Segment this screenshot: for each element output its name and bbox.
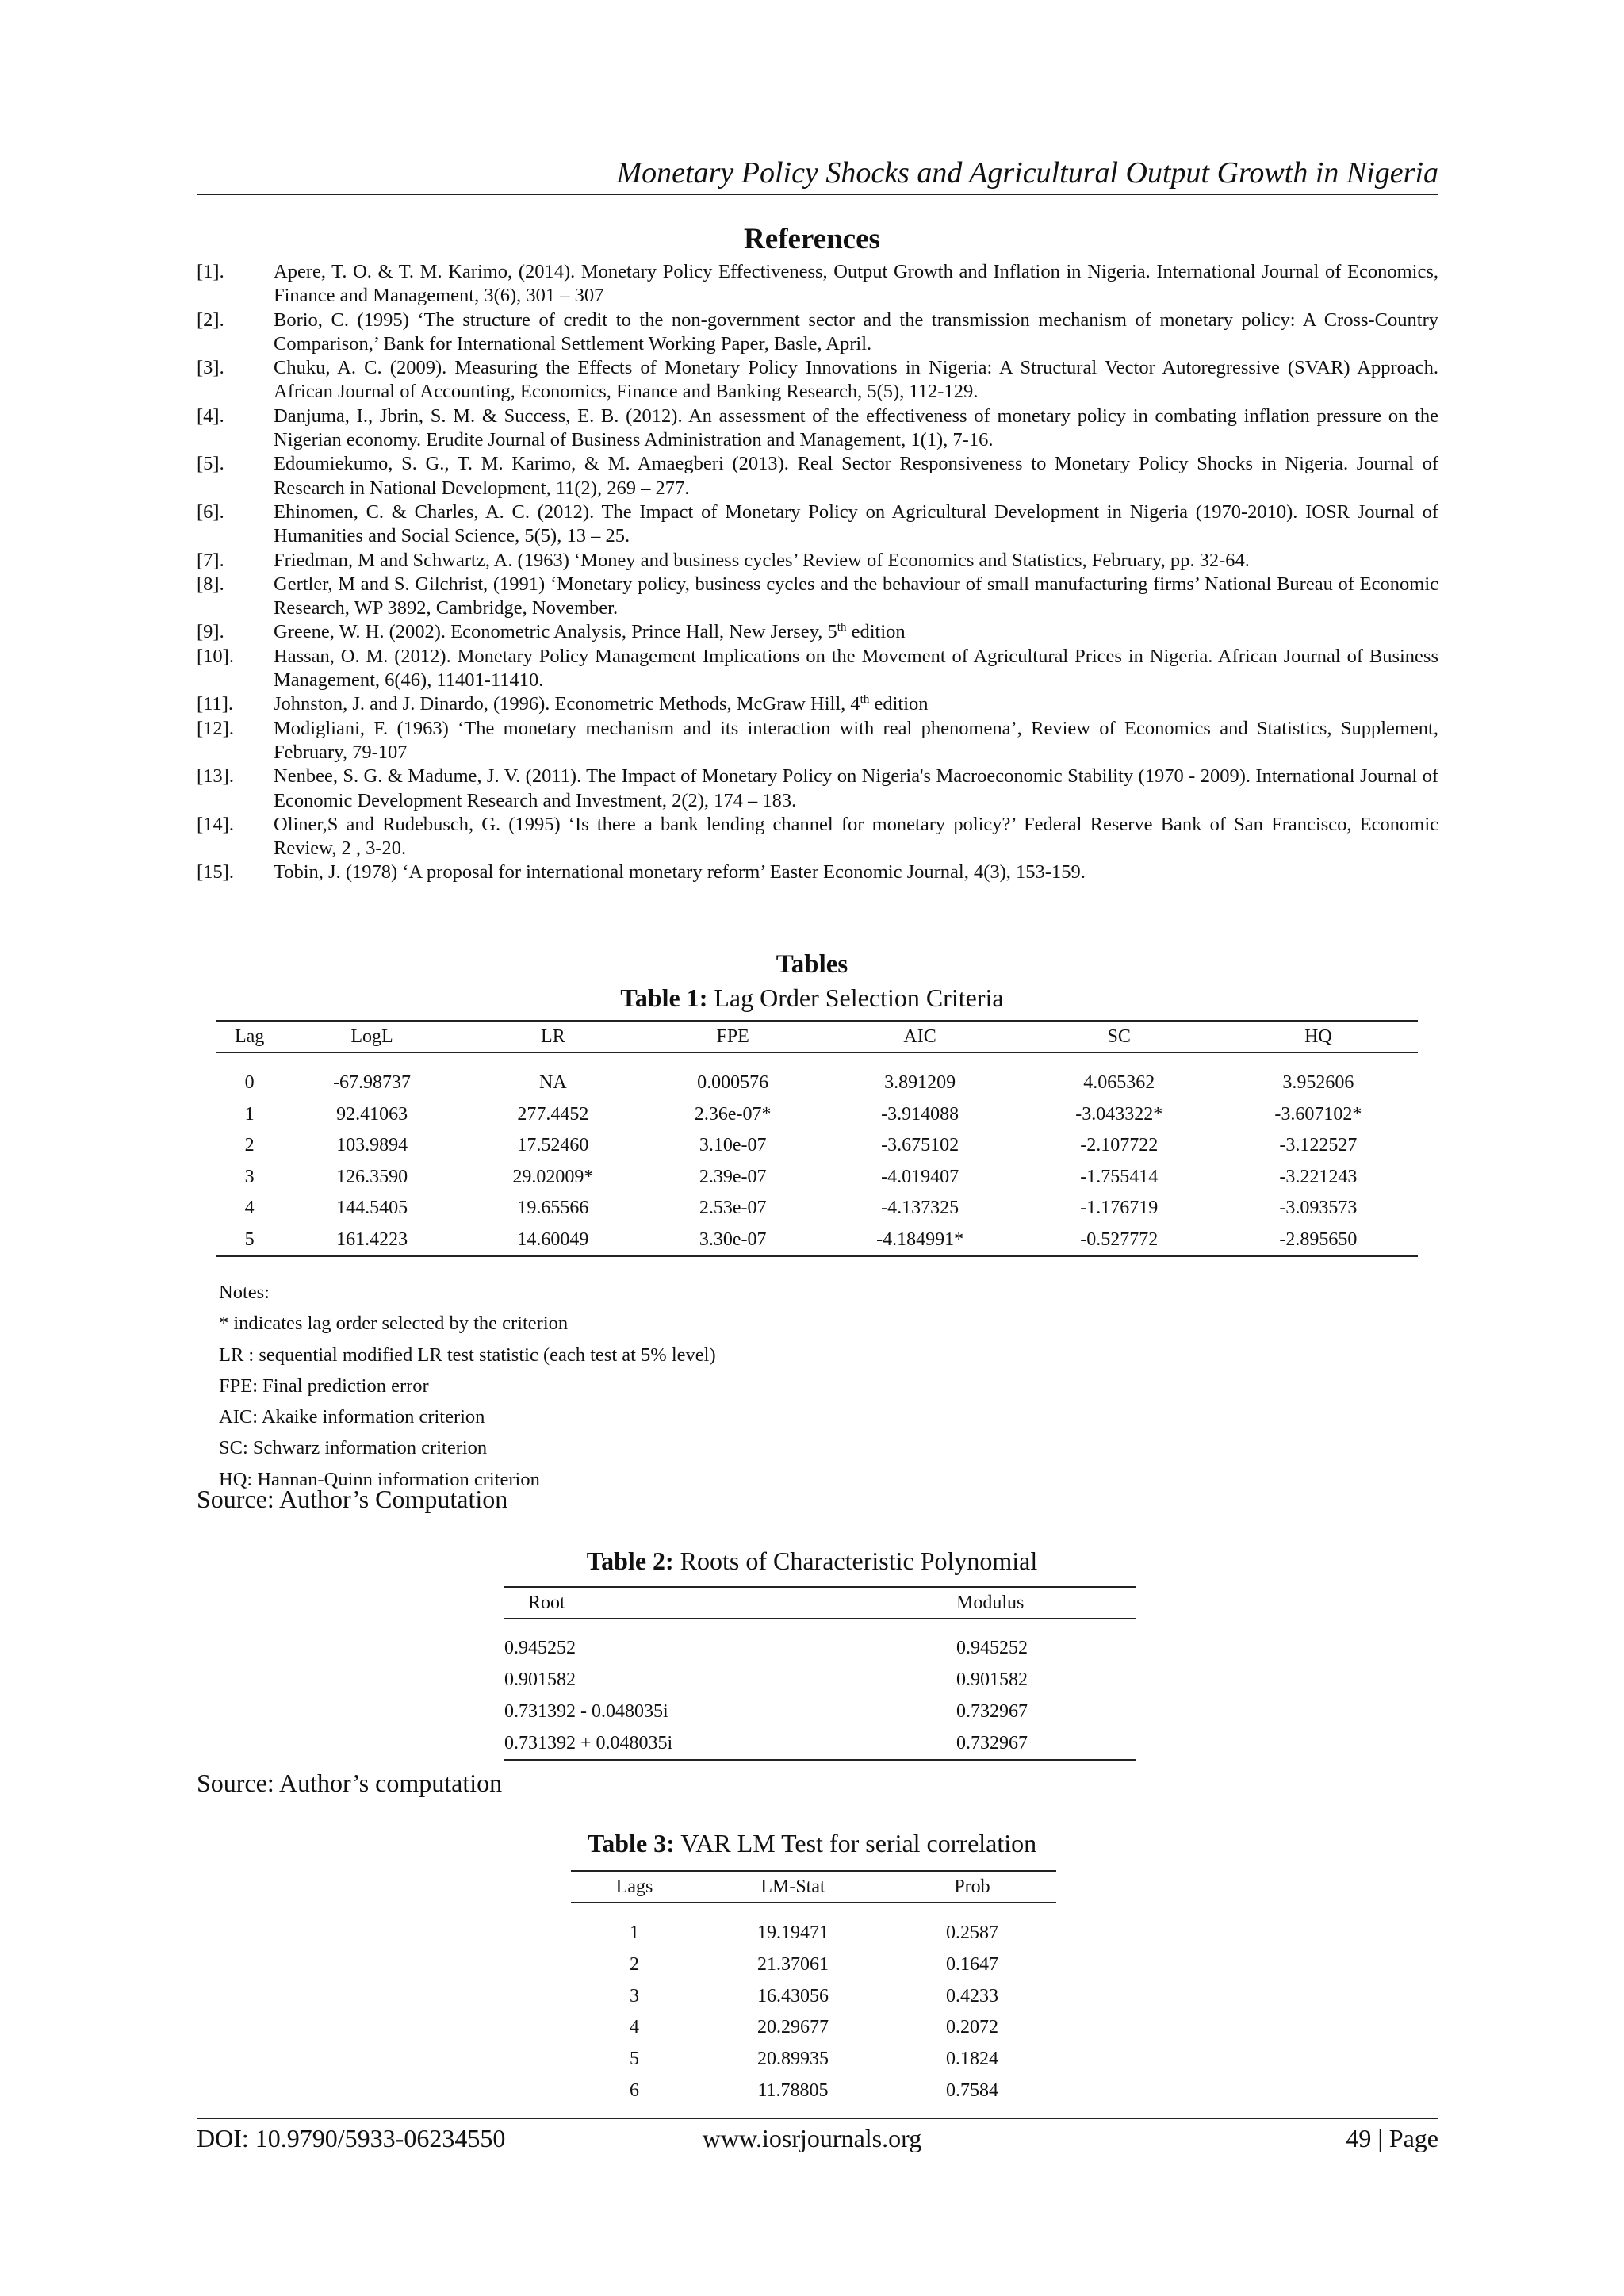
reference-body: Hassan, O. M. (2012). Monetary Policy Management Implications on the Movement of Agricultural Prices in Nigeria. African Journal of Business Management, 6(46), 11401-11410. [274, 645, 1438, 692]
reference-body: Borio, C. (1995) ‘The structure of credit to the non-government sector and the transmission mechanism of monetary policy: A Cross-Country Comparison,’ Bank for International Settlement Working Paper, Basle, April. [274, 309, 1438, 355]
references-heading: References [744, 223, 880, 255]
table-cell: 144.5405 [336, 1198, 408, 1219]
table-cell: 20.89935 [757, 2049, 829, 2070]
reference-body: Chuku, A. C. (2009). Measuring the Effects of Monetary Policy Innovations in Nigeria: A Structural Vector Autoregressive (SVAR) Approach. African Journal of Accounting, Economics, Finance and Banking Research, 5(5), 112-129. [274, 357, 1438, 403]
column-header: AIC [821, 1021, 1020, 1052]
reference-item [197, 813, 1438, 861]
table1-source: Source: Author’s Computation [197, 1485, 508, 1513]
table-cell: -4.184991* [821, 1225, 1020, 1257]
table-cell: 5 [216, 1225, 283, 1257]
reference-item [197, 404, 1438, 453]
table-cell: 3.10e-07 [699, 1135, 767, 1156]
table-cell: 2 [244, 1135, 255, 1156]
table-cell: 0.1824 [946, 2049, 998, 2070]
reference-number: [3]. [197, 357, 224, 379]
table-cell: 3.952606 [1282, 1072, 1354, 1094]
table-cell: -1.176719 [1080, 1198, 1159, 1219]
reference-body: Ehinomen, C. & Charles, A. C. (2012). The Impact of Monetary Policy on Agricultural Development in Nigeria (1970-2010). IOSR Journal of Humanities and Social Science, 5(5), 13 – 25. [274, 500, 1438, 547]
table-row [216, 1193, 1418, 1225]
reference-item [197, 861, 1438, 884]
table1-caption [0, 983, 1624, 1013]
table-cell: 5 [630, 2049, 639, 2070]
reference-item [197, 692, 1438, 716]
table-cell: 17.52460 [517, 1135, 589, 1156]
header-rule [197, 194, 1438, 195]
reference-text [274, 309, 1438, 357]
table-cell: -2.107722 [1080, 1135, 1159, 1156]
reference-text [274, 692, 1438, 716]
reference-item [197, 717, 1438, 765]
table-cell: 0.901582 [504, 1669, 576, 1690]
column-header: HQ [1219, 1021, 1418, 1052]
table-cell: 3 [630, 1985, 639, 2007]
column-header: Modulus [956, 1587, 1136, 1619]
table-cell: -4.137325 [881, 1198, 959, 1219]
reference-number: [13]. [197, 765, 234, 788]
table-cell: 1 [630, 1922, 639, 1944]
table-cell: -3.043322* [1075, 1103, 1163, 1125]
table-cell: 0.732967 [956, 1700, 1028, 1722]
table1-label: Table 1: [620, 983, 708, 1012]
column-header: LogL [283, 1021, 461, 1052]
table-cell: -2.895650 [1219, 1225, 1418, 1257]
lm-test-table [571, 1870, 1056, 2106]
reference-body: Gertler, M and S. Gilchrist, (1991) ‘Monetary policy, business cycles and the behaviour of small manufacturing firms’ National Bureau of Economic Research, WP 3892, Cambridge, November. [274, 573, 1438, 619]
reference-number: [12]. [197, 717, 234, 739]
table-row [216, 1052, 1418, 1099]
table3-label: Table 3: [587, 1829, 675, 1857]
table-cell: 0.1647 [946, 1954, 998, 1976]
table-cell: -3.093573 [1279, 1198, 1358, 1219]
lag-order-table [216, 1020, 1418, 1257]
reference-text [274, 452, 1438, 500]
table-cell: 0.000576 [697, 1072, 769, 1094]
reference-item [197, 765, 1438, 813]
reference-item [197, 549, 1438, 573]
table-cell: 0.7584 [946, 2079, 998, 2101]
reference-number: [4]. [197, 404, 224, 427]
reference-body: Johnston, J. and J. Dinardo, (1996). Econometric Methods, McGraw Hill, 4 [274, 693, 860, 715]
table-cell: 4.065362 [1083, 1072, 1155, 1094]
reference-text [274, 549, 1438, 573]
table-row [504, 1727, 1136, 1760]
reference-text [274, 260, 1438, 309]
reference-body: Friedman, M and Schwartz, A. (1963) ‘Money and business cycles’ Review of Economics and Statistics, February, pp. 32-64. [274, 549, 1250, 571]
table-row [571, 2075, 1056, 2106]
reference-number: [5]. [197, 453, 224, 475]
note-line: AIC: Akaike information criterion [219, 1406, 485, 1428]
table-row [216, 1099, 1418, 1131]
table2-title: Roots of Characteristic Polynomial [673, 1547, 1038, 1575]
reference-item [197, 356, 1438, 404]
footer-rule [197, 2118, 1438, 2119]
table1-notes [219, 1277, 716, 1495]
reference-item [197, 500, 1438, 549]
note-line: HQ: Hannan-Quinn information criterion [219, 1468, 540, 1490]
reference-text [274, 717, 1438, 765]
reference-text [274, 645, 1438, 693]
reference-tail: edition [846, 621, 906, 643]
table-cell: 14.60049 [461, 1225, 645, 1257]
footer-page: 49 | Page [1346, 2124, 1438, 2152]
reference-number: [14]. [197, 813, 234, 835]
table-cell: NA [539, 1072, 567, 1094]
reference-number: [15]. [197, 861, 234, 884]
table-cell: 0.901582 [956, 1669, 1028, 1690]
table-row [216, 1225, 1418, 1257]
reference-text [274, 861, 1438, 884]
reference-body: Nenbee, S. G. & Madume, J. V. (2011). The Impact of Monetary Policy on Nigeria's Macroeconomic Stability (1970 - 2009). International Journal of Economic Development Research and Investment, 2(2), 174 – 183. [274, 765, 1438, 811]
table-cell: 0.732967 [956, 1727, 1136, 1760]
table-cell: 103.9894 [336, 1135, 408, 1156]
column-header: Root [504, 1587, 956, 1619]
reference-body: Greene, W. H. (2002). Econometric Analysis, Prince Hall, New Jersey, 5 [274, 621, 837, 643]
table-row [571, 1980, 1056, 2012]
reference-item [197, 620, 1438, 644]
table-cell: 277.4452 [517, 1103, 589, 1125]
reference-body: Oliner,S and Rudebusch, G. (1995) ‘Is there a bank lending channel for monetary policy?’ Federal Reserve Bank of San Francisco, Economic Review, 2 , 3-20. [274, 813, 1438, 860]
table-cell: -0.527772 [1020, 1225, 1219, 1257]
table-row [504, 1664, 1136, 1696]
table-cell: 0.2072 [946, 2017, 998, 2038]
reference-text [274, 500, 1438, 549]
table2-label: Table 2: [586, 1547, 674, 1575]
note-line: LR : sequential modified LR test statistic (each test at 5% level) [219, 1343, 716, 1366]
reference-body: Tobin, J. (1978) ‘A proposal for international monetary reform’ Easter Economic Journal, 4(3), 153-159. [274, 861, 1086, 884]
table-row [571, 2044, 1056, 2076]
column-header: Lags [571, 1871, 698, 1903]
table-cell: 19.65566 [517, 1198, 589, 1219]
reference-text [274, 620, 1438, 644]
reference-number: [8]. [197, 573, 224, 595]
table-cell: 2.39e-07 [699, 1166, 767, 1187]
reference-item [197, 645, 1438, 693]
table-cell: 19.19471 [757, 1922, 829, 1944]
reference-item [197, 309, 1438, 357]
column-header: FPE [645, 1021, 821, 1052]
reference-text [274, 573, 1438, 621]
table-cell: 0.2587 [946, 1922, 998, 1944]
reference-text [274, 404, 1438, 453]
table-cell: 2 [630, 1954, 639, 1976]
reference-tail: edition [869, 693, 929, 715]
reference-number: [10]. [197, 645, 234, 667]
table-cell: 0.731392 - 0.048035i [504, 1700, 668, 1722]
reference-body: Apere, T. O. & T. M. Karimo, (2014). Monetary Policy Effectiveness, Output Growth and Inflation in Nigeria. International Journal of Economics, Finance and Management, 3(6), 301 – 307 [274, 261, 1438, 307]
table-cell: -3.914088 [881, 1103, 959, 1125]
note-line: * indicates lag order selected by the criterion [219, 1313, 569, 1335]
table-cell: 4 [630, 2017, 639, 2038]
reference-list [197, 260, 1438, 885]
reference-item [197, 452, 1438, 500]
table-cell: 1 [244, 1103, 255, 1125]
table-cell: 0.945252 [504, 1637, 576, 1658]
reference-number: [7]. [197, 549, 224, 571]
table-cell: -3.221243 [1279, 1166, 1358, 1187]
reference-superscript: th [860, 693, 870, 707]
table-cell: -1.755414 [1080, 1166, 1159, 1187]
table-cell: 6 [630, 2079, 639, 2101]
table-cell: 2.53e-07 [699, 1198, 767, 1219]
note-line: FPE: Final prediction error [219, 1374, 429, 1397]
tables-heading: Tables [776, 950, 848, 979]
table-cell: 0.4233 [946, 1985, 998, 2007]
reference-superscript: th [837, 621, 847, 634]
table-cell: 92.41063 [336, 1103, 408, 1125]
table-row [504, 1696, 1136, 1727]
reference-text [274, 813, 1438, 861]
reference-number: [9]. [197, 621, 224, 643]
reference-body: Danjuma, I., Jbrin, S. M. & Success, E. B. (2012). An assessment of the effectiveness of monetary policy in combating inflation pressure on the Nigerian economy. Erudite Journal of Business Administration and Management, 1(1), 7-16. [274, 404, 1438, 451]
table-cell: 2.36e-07* [694, 1103, 772, 1125]
table-cell: 21.37061 [757, 1954, 829, 1976]
column-header: LR [461, 1021, 645, 1052]
reference-body: Modigliani, F. (1963) ‘The monetary mechanism and its interaction with real phenomena’, Review of Economics and Statistics, Supplement, February, 79-107 [274, 717, 1438, 763]
column-header: Lag [216, 1021, 283, 1052]
table-cell: -67.98737 [333, 1072, 412, 1094]
table-cell: 16.43056 [757, 1985, 829, 2007]
table3-title: VAR LM Test for serial correlation [674, 1829, 1037, 1857]
table-cell: -3.122527 [1279, 1135, 1358, 1156]
reference-number: [6]. [197, 500, 224, 523]
table-cell: -3.675102 [881, 1135, 959, 1156]
note-line: Notes: [219, 1282, 270, 1303]
footer-site: www.iosrjournals.org [702, 2124, 922, 2152]
reference-number: [2]. [197, 309, 224, 331]
table-cell: 20.29677 [757, 2017, 829, 2038]
table2-caption [0, 1547, 1624, 1576]
reference-text [274, 356, 1438, 404]
reference-item [197, 573, 1438, 621]
table-row [571, 2012, 1056, 2044]
table-row [571, 1949, 1056, 1981]
table-cell: 161.4223 [283, 1225, 461, 1257]
reference-number: [1]. [197, 261, 224, 282]
reference-item [197, 260, 1438, 309]
table-row [571, 1903, 1056, 1949]
table-cell: -4.019407 [881, 1166, 959, 1187]
column-header: Prob [888, 1871, 1056, 1903]
table1-title: Lag Order Selection Criteria [707, 983, 1004, 1012]
table-row [216, 1162, 1418, 1194]
reference-body: Edoumiekumo, S. G., T. M. Karimo, & M. Amaegberi (2013). Real Sector Responsiveness to Monetary Policy Shocks in Nigeria. Journal of Research in National Development, 11(2), 269 – 277. [274, 453, 1438, 499]
column-header: LM-Stat [698, 1871, 888, 1903]
reference-text [274, 765, 1438, 813]
table-cell: 0.731392 + 0.048035i [504, 1727, 956, 1760]
table-row [216, 1130, 1418, 1162]
table2-source: Source: Author’s computation [197, 1769, 503, 1797]
table-cell: 126.3590 [336, 1166, 408, 1187]
footer-doi: DOI: 10.9790/5933-06234550 [197, 2124, 506, 2152]
table-cell: 3 [244, 1166, 255, 1187]
table-cell: 0 [244, 1072, 255, 1094]
roots-table [504, 1586, 1136, 1761]
running-title: Monetary Policy Shocks and Agricultural Output Growth in Nigeria [616, 156, 1438, 190]
table-cell: -3.607102* [1274, 1103, 1362, 1125]
table-cell: 0.945252 [956, 1637, 1028, 1658]
table-cell: 11.78805 [757, 2079, 829, 2101]
note-line: SC: Schwarz information criterion [219, 1437, 488, 1459]
table-cell: 3.891209 [884, 1072, 956, 1094]
column-header: SC [1020, 1021, 1219, 1052]
table3-caption [0, 1829, 1624, 1858]
table-cell: 4 [244, 1198, 255, 1219]
table-row [504, 1619, 1136, 1664]
table-cell: 29.02009* [512, 1166, 594, 1187]
reference-number: [11]. [197, 693, 234, 715]
table-cell: 3.30e-07 [645, 1225, 821, 1257]
